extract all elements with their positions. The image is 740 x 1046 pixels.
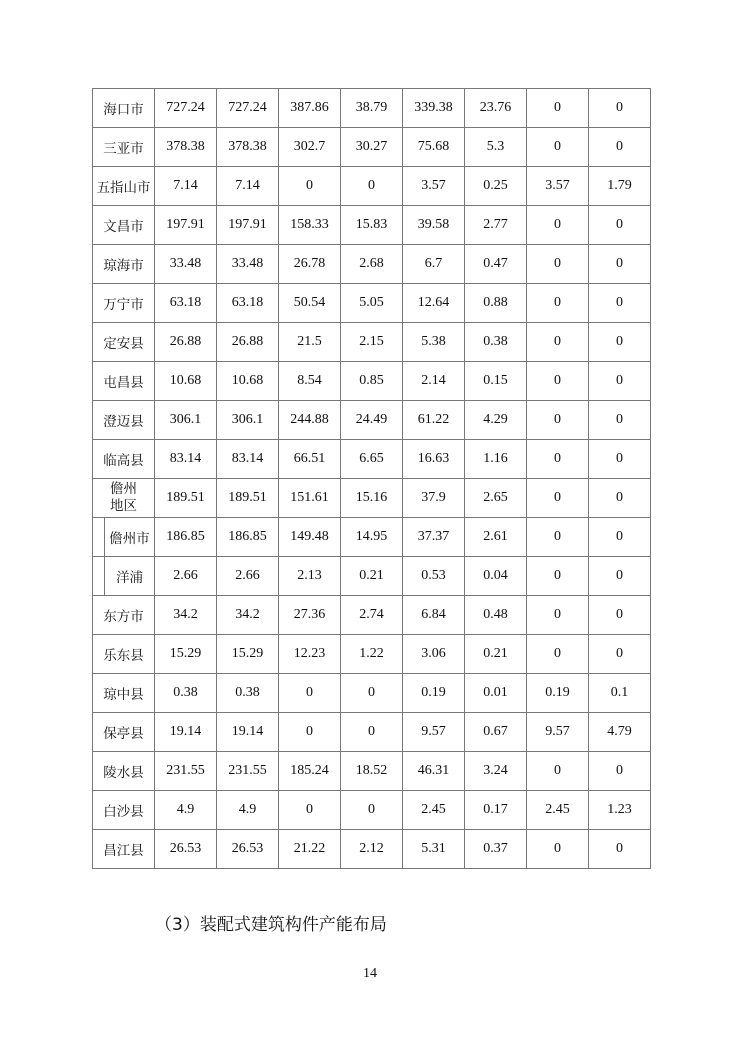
region-name-cell: 乐东县	[93, 635, 155, 674]
table-row	[93, 557, 651, 596]
value-cell: 0.38	[155, 674, 217, 713]
value-cell: 378.38	[217, 128, 279, 167]
value-cell: 0	[527, 401, 589, 440]
value-cell: 0	[527, 518, 589, 557]
value-cell: 0	[589, 596, 651, 635]
value-cell: 0	[589, 245, 651, 284]
region-name-cell: 临高县	[93, 440, 155, 479]
value-cell: 727.24	[217, 89, 279, 128]
value-cell: 0	[589, 830, 651, 869]
value-cell: 0	[589, 635, 651, 674]
value-cell: 33.48	[217, 245, 279, 284]
value-cell: 46.31	[403, 752, 465, 791]
value-cell: 9.57	[403, 713, 465, 752]
value-cell: 38.79	[341, 89, 403, 128]
value-cell: 16.63	[403, 440, 465, 479]
value-cell: 197.91	[217, 206, 279, 245]
value-cell: 66.51	[279, 440, 341, 479]
subregion-indent	[93, 518, 105, 557]
value-cell: 12.23	[279, 635, 341, 674]
table-row	[93, 89, 651, 128]
table-row	[93, 830, 651, 869]
value-cell: 27.36	[279, 596, 341, 635]
value-cell: 0	[589, 401, 651, 440]
value-cell: 8.54	[279, 362, 341, 401]
value-cell: 21.5	[279, 323, 341, 362]
region-name-cell: 海口市	[93, 89, 155, 128]
capacity-table	[92, 88, 651, 869]
value-cell: 2.77	[465, 206, 527, 245]
region-name-cell: 澄迈县	[93, 401, 155, 440]
value-cell: 1.23	[589, 791, 651, 830]
value-cell: 75.68	[403, 128, 465, 167]
region-name-cell: 琼中县	[93, 674, 155, 713]
value-cell: 2.61	[465, 518, 527, 557]
table-row	[93, 401, 651, 440]
value-cell: 0	[589, 89, 651, 128]
subregion-name-cell: 洋浦	[105, 557, 155, 596]
value-cell: 2.12	[341, 830, 403, 869]
value-cell: 10.68	[217, 362, 279, 401]
value-cell: 83.14	[155, 440, 217, 479]
table-row	[93, 635, 651, 674]
value-cell: 2.45	[403, 791, 465, 830]
table-row	[93, 479, 651, 518]
value-cell: 0	[589, 128, 651, 167]
value-cell: 63.18	[217, 284, 279, 323]
value-cell: 0	[279, 791, 341, 830]
value-cell: 5.3	[465, 128, 527, 167]
subregion-indent	[93, 557, 105, 596]
value-cell: 0	[527, 440, 589, 479]
value-cell: 387.86	[279, 89, 341, 128]
value-cell: 7.14	[217, 167, 279, 206]
table-row	[93, 128, 651, 167]
value-cell: 0	[589, 284, 651, 323]
value-cell: 9.57	[527, 713, 589, 752]
value-cell: 0.53	[403, 557, 465, 596]
value-cell: 2.68	[341, 245, 403, 284]
value-cell: 19.14	[155, 713, 217, 752]
section-heading: （3）装配式建筑构件产能布局	[155, 915, 387, 935]
value-cell: 302.7	[279, 128, 341, 167]
value-cell: 0	[341, 674, 403, 713]
value-cell: 19.14	[217, 713, 279, 752]
value-cell: 0.37	[465, 830, 527, 869]
table-row	[93, 245, 651, 284]
value-cell: 0	[527, 245, 589, 284]
value-cell: 0	[527, 89, 589, 128]
value-cell: 0.38	[465, 323, 527, 362]
value-cell: 83.14	[217, 440, 279, 479]
value-cell: 0	[589, 518, 651, 557]
value-cell: 26.88	[217, 323, 279, 362]
value-cell: 0.21	[465, 635, 527, 674]
value-cell: 2.14	[403, 362, 465, 401]
value-cell: 185.24	[279, 752, 341, 791]
value-cell: 0	[527, 323, 589, 362]
value-cell: 6.7	[403, 245, 465, 284]
region-name-cell: 保亭县	[93, 713, 155, 752]
value-cell: 0.17	[465, 791, 527, 830]
table-row	[93, 206, 651, 245]
value-cell: 1.16	[465, 440, 527, 479]
value-cell: 0	[341, 167, 403, 206]
value-cell: 186.85	[155, 518, 217, 557]
value-cell: 4.9	[217, 791, 279, 830]
value-cell: 0.21	[341, 557, 403, 596]
value-cell: 151.61	[279, 479, 341, 518]
value-cell: 158.33	[279, 206, 341, 245]
value-cell: 37.9	[403, 479, 465, 518]
value-cell: 339.38	[403, 89, 465, 128]
value-cell: 26.53	[155, 830, 217, 869]
table-row	[93, 713, 651, 752]
value-cell: 33.48	[155, 245, 217, 284]
table-row	[93, 752, 651, 791]
value-cell: 26.53	[217, 830, 279, 869]
value-cell: 0	[527, 479, 589, 518]
value-cell: 0	[527, 206, 589, 245]
region-name-line: 儋州	[110, 481, 137, 497]
value-cell: 2.66	[155, 557, 217, 596]
value-cell: 0	[527, 557, 589, 596]
value-cell: 50.54	[279, 284, 341, 323]
value-cell: 2.65	[465, 479, 527, 518]
value-cell: 0	[589, 479, 651, 518]
value-cell: 231.55	[217, 752, 279, 791]
value-cell: 0	[527, 128, 589, 167]
value-cell: 0	[279, 674, 341, 713]
value-cell: 0.1	[589, 674, 651, 713]
value-cell: 26.88	[155, 323, 217, 362]
value-cell: 231.55	[155, 752, 217, 791]
value-cell: 4.9	[155, 791, 217, 830]
value-cell: 0	[589, 323, 651, 362]
value-cell: 63.18	[155, 284, 217, 323]
value-cell: 306.1	[155, 401, 217, 440]
value-cell: 18.52	[341, 752, 403, 791]
region-name-cell: 白沙县	[93, 791, 155, 830]
value-cell: 21.22	[279, 830, 341, 869]
value-cell: 7.14	[155, 167, 217, 206]
value-cell: 149.48	[279, 518, 341, 557]
value-cell: 2.13	[279, 557, 341, 596]
value-cell: 14.95	[341, 518, 403, 557]
value-cell: 0	[279, 167, 341, 206]
table-row	[93, 791, 651, 830]
value-cell: 0	[279, 713, 341, 752]
value-cell: 2.66	[217, 557, 279, 596]
value-cell: 2.15	[341, 323, 403, 362]
value-cell: 186.85	[217, 518, 279, 557]
value-cell: 4.29	[465, 401, 527, 440]
table-row	[93, 167, 651, 206]
value-cell: 0	[527, 596, 589, 635]
value-cell: 34.2	[155, 596, 217, 635]
value-cell: 30.27	[341, 128, 403, 167]
value-cell: 37.37	[403, 518, 465, 557]
value-cell: 6.84	[403, 596, 465, 635]
region-name-cell: 定安县	[93, 323, 155, 362]
value-cell: 306.1	[217, 401, 279, 440]
value-cell: 34.2	[217, 596, 279, 635]
value-cell: 23.76	[465, 89, 527, 128]
value-cell: 5.31	[403, 830, 465, 869]
table-row	[93, 518, 651, 557]
region-name-cell: 三亚市	[93, 128, 155, 167]
table-row	[93, 440, 651, 479]
value-cell: 0	[527, 830, 589, 869]
value-cell: 0	[589, 557, 651, 596]
value-cell: 0	[341, 791, 403, 830]
value-cell: 0.19	[527, 674, 589, 713]
value-cell: 12.64	[403, 284, 465, 323]
table-row	[93, 323, 651, 362]
region-name-cell: 陵水县	[93, 752, 155, 791]
value-cell: 15.83	[341, 206, 403, 245]
value-cell: 0.85	[341, 362, 403, 401]
region-name-cell: 琼海市	[93, 245, 155, 284]
value-cell: 1.22	[341, 635, 403, 674]
value-cell: 189.51	[217, 479, 279, 518]
table-row	[93, 596, 651, 635]
value-cell: 378.38	[155, 128, 217, 167]
value-cell: 1.79	[589, 167, 651, 206]
region-name-cell: 万宁市	[93, 284, 155, 323]
value-cell: 10.68	[155, 362, 217, 401]
value-cell: 3.57	[527, 167, 589, 206]
value-cell: 24.49	[341, 401, 403, 440]
region-name-cell: 东方市	[93, 596, 155, 635]
value-cell: 197.91	[155, 206, 217, 245]
value-cell: 0	[341, 713, 403, 752]
value-cell: 3.06	[403, 635, 465, 674]
value-cell: 0	[589, 440, 651, 479]
value-cell: 244.88	[279, 401, 341, 440]
table-row	[93, 362, 651, 401]
value-cell: 0.01	[465, 674, 527, 713]
value-cell: 0	[589, 752, 651, 791]
value-cell: 5.05	[341, 284, 403, 323]
value-cell: 0	[527, 284, 589, 323]
subregion-name-cell: 儋州市	[105, 518, 155, 557]
region-name-line: 地区	[110, 498, 137, 514]
value-cell: 0.19	[403, 674, 465, 713]
value-cell: 6.65	[341, 440, 403, 479]
value-cell: 0	[589, 362, 651, 401]
value-cell: 0.47	[465, 245, 527, 284]
value-cell: 3.24	[465, 752, 527, 791]
value-cell: 0	[589, 206, 651, 245]
value-cell: 0.25	[465, 167, 527, 206]
value-cell: 2.74	[341, 596, 403, 635]
value-cell: 4.79	[589, 713, 651, 752]
region-name-cell	[93, 479, 155, 518]
value-cell: 3.57	[403, 167, 465, 206]
region-name-cell: 五指山市	[93, 167, 155, 206]
value-cell: 2.45	[527, 791, 589, 830]
table-row	[93, 674, 651, 713]
value-cell: 0.04	[465, 557, 527, 596]
value-cell: 0.48	[465, 596, 527, 635]
value-cell: 727.24	[155, 89, 217, 128]
value-cell: 0	[527, 635, 589, 674]
value-cell: 0	[527, 752, 589, 791]
region-name-cell: 文昌市	[93, 206, 155, 245]
region-name-cell: 昌江县	[93, 830, 155, 869]
value-cell: 0.67	[465, 713, 527, 752]
value-cell: 61.22	[403, 401, 465, 440]
region-name-cell: 屯昌县	[93, 362, 155, 401]
value-cell: 0.38	[217, 674, 279, 713]
value-cell: 26.78	[279, 245, 341, 284]
value-cell: 15.29	[155, 635, 217, 674]
value-cell: 5.38	[403, 323, 465, 362]
value-cell: 39.58	[403, 206, 465, 245]
value-cell: 0	[527, 362, 589, 401]
value-cell: 15.29	[217, 635, 279, 674]
value-cell: 15.16	[341, 479, 403, 518]
value-cell: 0.88	[465, 284, 527, 323]
table-row	[93, 284, 651, 323]
value-cell: 0.15	[465, 362, 527, 401]
page-number: 14	[363, 966, 377, 981]
value-cell: 189.51	[155, 479, 217, 518]
